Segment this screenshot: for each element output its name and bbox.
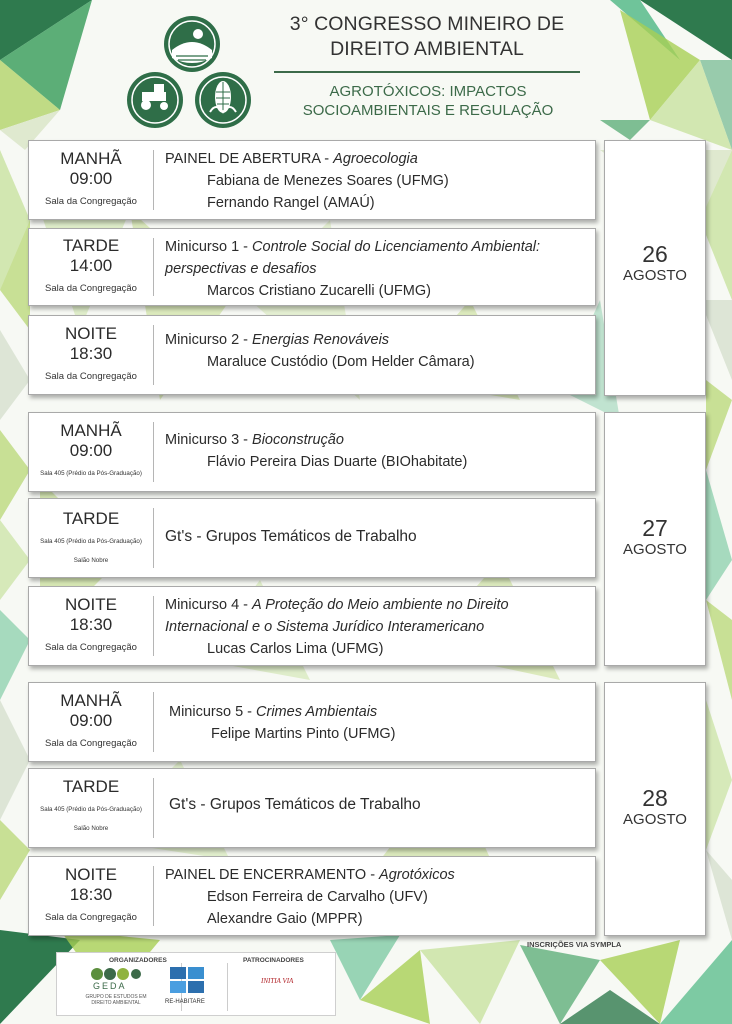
subtitle-line-1: AGROTÓXICOS: IMPACTOS (329, 83, 527, 100)
session-time (29, 683, 153, 761)
session-room: Sala 405 (Prédio da Pós-Graduação) (40, 470, 142, 477)
title-line-1: 3° CONGRESSO MINEIRO DE (289, 13, 565, 35)
session-title: Minicurso 4 - (165, 597, 253, 613)
speaker: Fabiana de Menezes Soares (UFMG) (207, 173, 449, 189)
session-hour: 09:00 (69, 169, 113, 188)
session-theme: Crimes Ambientais (256, 704, 378, 720)
session-content (165, 148, 591, 214)
session-period: NOITE (65, 324, 117, 343)
session-room: Sala da Congregação (45, 738, 137, 749)
speaker: Alexandre Gaio (MPPR) (207, 911, 363, 927)
session-period: MANHÃ (60, 691, 122, 710)
rehabitare-logo-icon (170, 967, 204, 993)
session-divider (153, 596, 154, 656)
session-period: MANHÃ (60, 421, 122, 440)
session-time (29, 857, 153, 935)
session-period: NOITE (65, 595, 117, 614)
initia-via-logo: INITIA VIA (261, 977, 294, 985)
session-content (165, 594, 591, 660)
title-line-2: DIREITO AMBIENTAL (330, 38, 524, 60)
session-room: Sala da Congregação (45, 371, 137, 382)
schedule-item (28, 768, 596, 848)
day-number: 28 (642, 785, 668, 811)
session-theme: A Proteção do Meio ambiente no Direito (252, 597, 509, 613)
session-period: TARDE (62, 236, 120, 255)
session-hour: 18:30 (69, 885, 113, 904)
session-title: Minicurso 3 - (165, 432, 253, 448)
session-room-alt: Salão Nobre (73, 825, 109, 832)
organizers-label: ORGANIZADORES (109, 957, 167, 964)
session-room: Sala da Congregação (45, 642, 137, 653)
session-title: Minicurso 1 - (165, 239, 253, 255)
landscape-icon (164, 16, 220, 72)
speaker: Fernando Rangel (AMAÚ) (207, 195, 375, 211)
session-content (165, 526, 591, 548)
session-period: NOITE (65, 865, 117, 884)
session-room: Sala 405 (Prédio da Pós-Graduação) (40, 538, 142, 545)
session-theme: Agroecologia (333, 151, 418, 167)
session-divider (153, 238, 154, 296)
session-title: PAINEL DE ABERTURA - (165, 151, 334, 167)
tractor-icon (127, 72, 183, 128)
schedule-item (28, 140, 596, 220)
session-time (29, 229, 153, 305)
speaker: Lucas Carlos Lima (UFMG) (207, 641, 384, 657)
signup-note: INSCRIÇÕES VIA SYMPLA (527, 940, 622, 949)
schedule-item (28, 682, 596, 762)
day-month: AGOSTO (623, 541, 687, 558)
session-hour: 09:00 (69, 441, 113, 460)
geda-logo-icon (91, 967, 141, 981)
day-month: AGOSTO (623, 811, 687, 828)
session-time (29, 141, 153, 219)
session-content (169, 794, 591, 816)
session-content (165, 864, 591, 930)
session-title: Minicurso 5 - (169, 704, 257, 720)
day-box (604, 140, 706, 396)
session-content (165, 429, 591, 473)
session-divider (153, 150, 154, 210)
session-hour: 09:00 (69, 711, 113, 730)
speaker: Flávio Pereira Dias Duarte (BIOhabitate) (207, 454, 468, 470)
session-content (169, 701, 591, 745)
session-content (165, 329, 591, 373)
session-time (29, 769, 153, 847)
session-theme: Energias Renováveis (252, 332, 390, 348)
congress-logo (124, 12, 254, 132)
speaker: Marcos Cristiano Zucarelli (UFMG) (207, 283, 431, 299)
session-room: Sala da Congregação (45, 912, 137, 923)
day-number: 27 (642, 515, 668, 541)
footer-divider (227, 963, 228, 1011)
schedule-item (28, 586, 596, 666)
session-period: TARDE (62, 777, 120, 796)
session-title: Minicurso 2 - (165, 332, 253, 348)
session-theme-cont: Internacional e o Sistema Jurídico Interamericano (165, 619, 485, 635)
session-room: Sala da Congregação (45, 196, 137, 207)
session-title: PAINEL DE ENCERRAMENTO - (165, 867, 380, 883)
page-title (262, 12, 592, 62)
corn-icon (195, 72, 251, 128)
header-divider (274, 71, 580, 73)
session-divider (153, 508, 154, 568)
day-box (604, 682, 706, 936)
day-number: 26 (642, 241, 668, 267)
geda-name: GEDA (93, 981, 127, 991)
geda-subtitle: GRUPO DE ESTUDOS EM DIREITO AMBIENTAL (85, 994, 147, 1006)
session-title: Gt's - Grupos Temáticos de Trabalho (169, 796, 421, 813)
session-divider (153, 692, 154, 752)
session-theme: Controle Social do Licenciamento Ambiental: (252, 239, 541, 255)
subtitle-line-2: SOCIOAMBIENTAIS E REGULAÇÃO (302, 102, 554, 119)
schedule-item (28, 315, 596, 395)
sponsors-label: PATROCINADORES (243, 957, 304, 964)
session-divider (153, 778, 154, 838)
page-subtitle (268, 82, 588, 120)
session-divider (153, 325, 154, 385)
day-month: AGOSTO (623, 267, 687, 284)
speaker: Maraluce Custódio (Dom Helder Câmara) (207, 354, 475, 370)
session-room: Sala da Congregação (45, 283, 137, 294)
session-theme: Bioconstrução (252, 432, 344, 448)
session-title: Gt's - Grupos Temáticos de Trabalho (165, 528, 417, 545)
schedule-item (28, 498, 596, 578)
sponsors-panel (56, 952, 336, 1016)
day-box (604, 412, 706, 666)
schedule-item (28, 412, 596, 492)
session-period: MANHÃ (60, 149, 122, 168)
session-content (165, 236, 591, 302)
session-theme-cont: perspectivas e desafios (165, 261, 317, 277)
session-theme: Agrotóxicos (379, 867, 455, 883)
session-time (29, 499, 153, 577)
session-hour: 18:30 (69, 615, 113, 634)
session-hour: 18:30 (69, 344, 113, 363)
session-room-alt: Salão Nobre (73, 557, 109, 564)
rehabitare-name: RE-HABITARE (165, 999, 205, 1005)
speaker: Edson Ferreira de Carvalho (UFV) (207, 889, 428, 905)
session-period: TARDE (62, 509, 120, 528)
speaker: Felipe Martins Pinto (UFMG) (211, 726, 396, 742)
session-time (29, 587, 153, 665)
session-time (29, 413, 153, 491)
session-divider (153, 422, 154, 482)
session-time (29, 316, 153, 394)
schedule-item (28, 856, 596, 936)
session-room: Sala 405 (Prédio da Pós-Graduação) (40, 806, 142, 813)
session-hour: 14:00 (69, 256, 113, 275)
session-divider (153, 866, 154, 926)
schedule-item (28, 228, 596, 306)
